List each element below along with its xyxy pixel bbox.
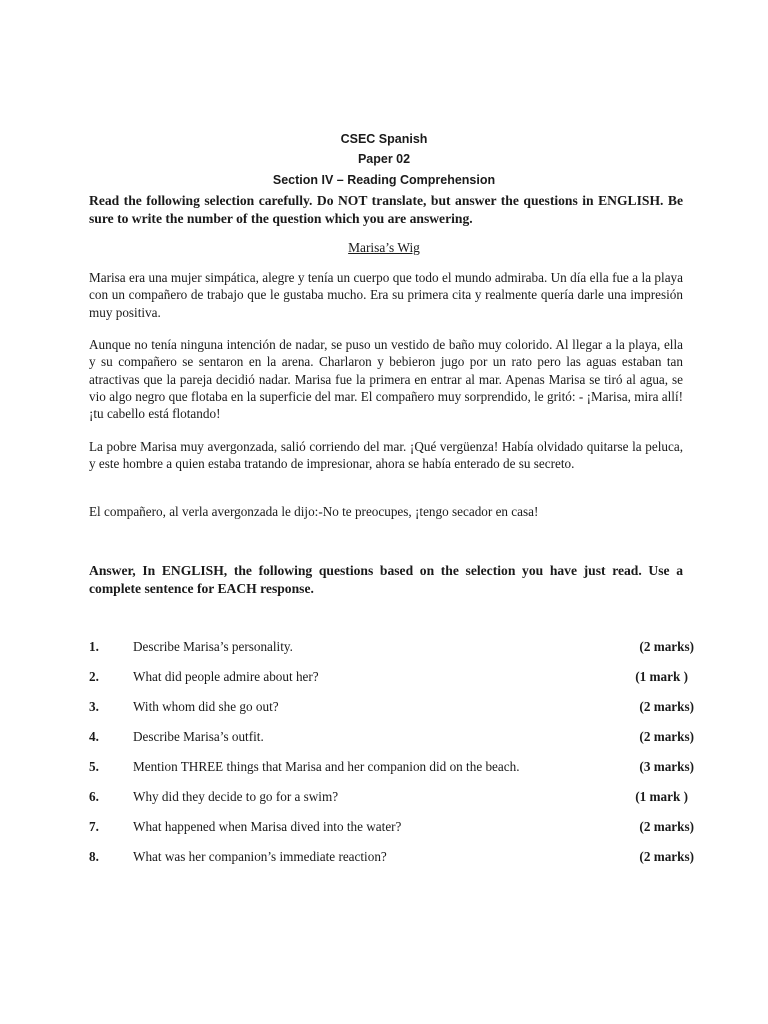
question-number: 4.	[89, 729, 99, 744]
passage-paragraph-1: Marisa era una mujer simpática, alegre y tenía un cuerpo que todo el mundo admiraba. Un día ella fue a la playa con un compañero de trabajo que le gustaba mucho. Era su primera cita y realmente quería darle una impresión muy positiva.	[89, 270, 683, 320]
question-text: With whom did she go out?	[133, 699, 279, 714]
question-marks: (3 marks)	[639, 759, 694, 774]
question-item	[0, 788, 768, 808]
question-text: Describe Marisa’s personality.	[133, 639, 293, 654]
question-marks: (1 mark )	[635, 789, 688, 804]
passage-paragraph-3: La pobre Marisa muy avergonzada, salió corriendo del mar. ¡Qué vergüenza! Había olvidado quitarse la peluca, y este hombre a quien estaba tratando de impresionar, ahora se había enterado de su secreto.	[89, 439, 683, 472]
paper-number-heading: Paper 02	[357, 152, 411, 166]
question-item	[0, 668, 768, 688]
question-marks: (2 marks)	[639, 729, 694, 744]
question-text: Why did they decide to go for a swim?	[133, 789, 339, 804]
question-text: Describe Marisa’s outfit.	[133, 729, 264, 744]
question-number: 8.	[89, 849, 99, 864]
question-item	[0, 728, 768, 748]
question-number: 3.	[89, 699, 99, 714]
question-number: 7.	[89, 819, 99, 834]
passage-paragraph-2: Aunque no tenía ninguna intención de nadar, se puso un vestido de baño muy colorido. Al llegar a la playa, ella y su compañero se sentaron en la arena. Charlaron y bebieron jugo por un rato pero las aguas estaban tan atractivas que la pareja decidió nadar. Marisa fue la primera en entrar al mar. Apenas Marisa se tiró al agua, se vio algo negro que flotaba en la superficie del mar. El compañero muy sorprendido, le gritó: - ¡Marisa, mira allí! ¡tu cabello está flotando!	[89, 337, 683, 422]
question-item	[0, 818, 768, 838]
question-number: 5.	[89, 759, 99, 774]
question-text: What happened when Marisa dived into the water?	[133, 819, 402, 834]
passage-paragraph-4: El compañero, al verla avergonzada le dijo:-No te preocupes, ¡tengo secador en casa!	[89, 504, 539, 519]
question-number: 6.	[89, 789, 99, 804]
question-marks: (2 marks)	[639, 849, 694, 864]
reading-instructions: Read the following selection carefully. Do NOT translate, but answer the questions in ENGLISH. Be sure to write the number of the question which you are answering.	[89, 193, 683, 226]
section-heading: Section IV – Reading Comprehension	[272, 173, 496, 187]
answer-instructions: Answer, In ENGLISH, the following questions based on the selection you have just read. Use a complete sentence for EACH response.	[89, 563, 683, 596]
question-number: 2.	[89, 669, 99, 684]
question-text: What did people admire about her?	[133, 669, 319, 684]
question-item	[0, 698, 768, 718]
passage-title: Marisa’s Wig	[348, 240, 420, 255]
question-marks: (2 marks)	[639, 819, 694, 834]
question-marks: (2 marks)	[639, 699, 694, 714]
question-item	[0, 848, 768, 868]
question-text: What was her companion’s immediate reaction?	[133, 849, 387, 864]
exam-subject-heading: CSEC Spanish	[340, 132, 428, 146]
question-text: Mention THREE things that Marisa and her companion did on the beach.	[133, 759, 520, 774]
question-marks: (1 mark )	[635, 669, 688, 684]
question-marks: (2 marks)	[639, 639, 694, 654]
question-item	[0, 638, 768, 658]
question-number: 1.	[89, 639, 99, 654]
question-item	[0, 758, 768, 778]
